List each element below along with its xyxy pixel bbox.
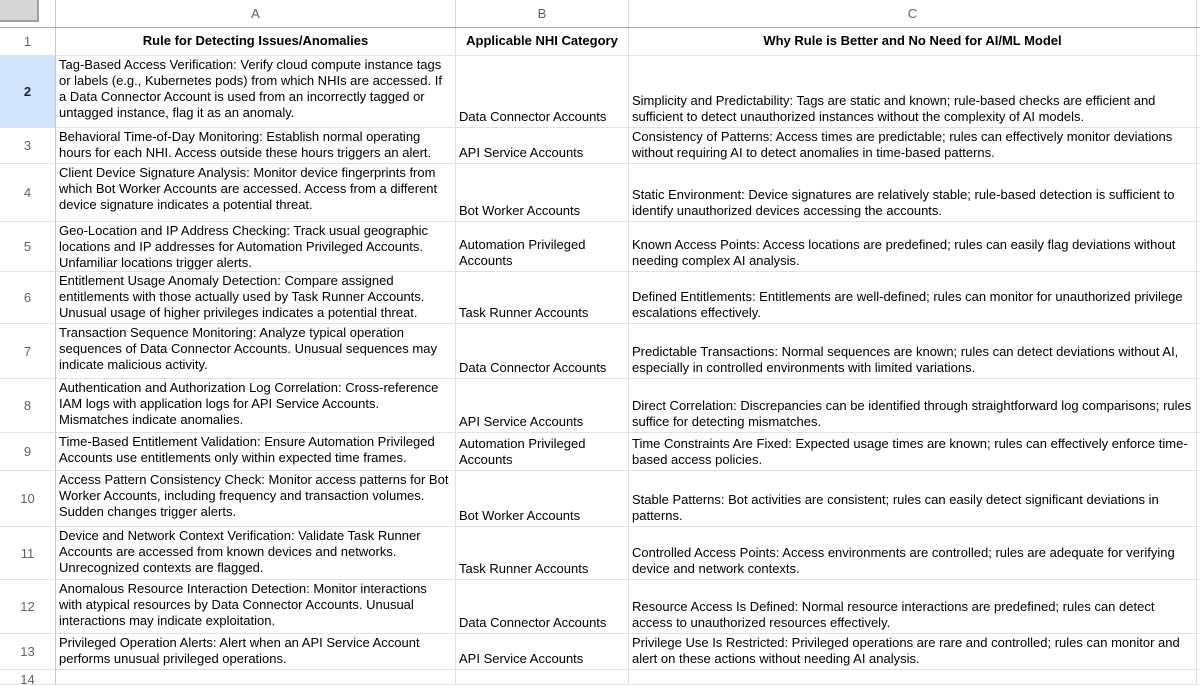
cell-B8[interactable]: API Service Accounts	[456, 379, 629, 433]
cell-C13[interactable]: Privilege Use Is Restricted: Privileged operations are rare and controlled; rules can monitor and alert on these actions without needing AI analysis.	[629, 634, 1197, 670]
cell-A1[interactable]: Rule for Detecting Issues/Anomalies	[56, 28, 456, 56]
cell-A11[interactable]: Device and Network Context Verification: Validate Task Runner Accounts are accessed from known devices and networks. Unrecognized contexts are flagged.	[56, 527, 456, 580]
cell-C6[interactable]: Defined Entitlements: Entitlements are well-defined; rules can monitor for unauthorized privilege escalations effectively.	[629, 272, 1197, 324]
row-header-5[interactable]: 5	[0, 222, 56, 272]
cell-A4[interactable]: Client Device Signature Analysis: Monitor device fingerprints from which Bot Worker Accounts are accessed. Access from a different device signature indicates a potential threat.	[56, 164, 456, 222]
sheet-row-2	[0, 56, 1200, 128]
cell-B5[interactable]: Automation Privileged Accounts	[456, 222, 629, 272]
sheet-row-4	[0, 164, 1200, 222]
cell-A6[interactable]: Entitlement Usage Anomaly Detection: Compare assigned entitlements with those actually used by Task Runner Accounts. Unusual usage of higher privileges indicates a potential threat.	[56, 272, 456, 324]
cell-B9[interactable]: Automation Privileged Accounts	[456, 433, 629, 471]
cell-C3[interactable]: Consistency of Patterns: Access times are predictable; rules can effectively monitor deviations without requiring AI to detect anomalies in time-based patterns.	[629, 128, 1197, 164]
cell-C10[interactable]: Stable Patterns: Bot activities are consistent; rules can easily detect significant deviations in patterns.	[629, 471, 1197, 527]
row-header-14[interactable]: 14	[0, 670, 56, 685]
cell-B7[interactable]: Data Connector Accounts	[456, 324, 629, 379]
column-header-C[interactable]: C	[629, 0, 1197, 27]
sheet-row-13	[0, 634, 1200, 670]
cell-C1[interactable]: Why Rule is Better and No Need for AI/ML Model	[629, 28, 1197, 56]
sheet-row-12	[0, 580, 1200, 634]
row-header-6[interactable]: 6	[0, 272, 56, 324]
cell-B6[interactable]: Task Runner Accounts	[456, 272, 629, 324]
cell-B2[interactable]: Data Connector Accounts	[456, 56, 629, 128]
select-all-corner-box[interactable]	[0, 0, 39, 22]
row-header-11[interactable]: 11	[0, 527, 56, 580]
cell-C12[interactable]: Resource Access Is Defined: Normal resource interactions are predefined; rules can detect access to unauthorized resources effectively.	[629, 580, 1197, 634]
cell-B14[interactable]	[456, 670, 629, 685]
cell-C2[interactable]: Simplicity and Predictability: Tags are static and known; rule-based checks are efficient and sufficient to detect unauthorized instances without the complexity of AI models.	[629, 56, 1197, 128]
row-header-2[interactable]: 2	[0, 56, 56, 128]
cell-C9[interactable]: Time Constraints Are Fixed: Expected usage times are known; rules can effectively enforce time-based access policies.	[629, 433, 1197, 471]
column-header-strip	[0, 0, 1200, 28]
cell-B10[interactable]: Bot Worker Accounts	[456, 471, 629, 527]
sheet-row-5	[0, 222, 1200, 272]
cell-B3[interactable]: API Service Accounts	[456, 128, 629, 164]
cell-A13[interactable]: Privileged Operation Alerts: Alert when an API Service Account performs unusual privileged operations.	[56, 634, 456, 670]
cell-A12[interactable]: Anomalous Resource Interaction Detection: Monitor interactions with atypical resources by Data Connector Accounts. Unusual interactions may indicate exploitation.	[56, 580, 456, 634]
cell-B13[interactable]: API Service Accounts	[456, 634, 629, 670]
row-header-8[interactable]: 8	[0, 379, 56, 433]
select-all-corner[interactable]	[0, 0, 56, 27]
cell-B11[interactable]: Task Runner Accounts	[456, 527, 629, 580]
cell-A9[interactable]: Time-Based Entitlement Validation: Ensure Automation Privileged Accounts use entitlements only within expected time frames.	[56, 433, 456, 471]
row-header-4[interactable]: 4	[0, 164, 56, 222]
cell-C7[interactable]: Predictable Transactions: Normal sequences are known; rules can detect deviations without AI, especially in controlled environments with limited variations.	[629, 324, 1197, 379]
row-header-12[interactable]: 12	[0, 580, 56, 634]
sheet-row-9	[0, 433, 1200, 471]
cell-C11[interactable]: Controlled Access Points: Access environments are controlled; rules are adequate for verifying device and network contexts.	[629, 527, 1197, 580]
row-header-1[interactable]: 1	[0, 28, 56, 56]
cell-B4[interactable]: Bot Worker Accounts	[456, 164, 629, 222]
cell-C5[interactable]: Known Access Points: Access locations are predefined; rules can easily flag deviations without needing complex AI analysis.	[629, 222, 1197, 272]
row-header-9[interactable]: 9	[0, 433, 56, 471]
sheet-row-6	[0, 272, 1200, 324]
sheet-row-14	[0, 670, 1200, 685]
row-header-13[interactable]: 13	[0, 634, 56, 670]
sheet-row-1	[0, 28, 1200, 56]
cell-C8[interactable]: Direct Correlation: Discrepancies can be identified through straightforward log comparisons; rules suffice for detecting mismatches.	[629, 379, 1197, 433]
sheet-row-11	[0, 527, 1200, 580]
cell-C14[interactable]	[629, 670, 1197, 685]
sheet-row-8	[0, 379, 1200, 433]
cell-C4[interactable]: Static Environment: Device signatures are relatively stable; rule-based detection is sufficient to identify unauthorized devices accessing the accounts.	[629, 164, 1197, 222]
row-header-3[interactable]: 3	[0, 128, 56, 164]
cell-B12[interactable]: Data Connector Accounts	[456, 580, 629, 634]
cell-A8[interactable]: Authentication and Authorization Log Correlation: Cross-reference IAM logs with application logs for API Service Accounts. Mismatches indicate anomalies.	[56, 379, 456, 433]
sheet-row-7	[0, 324, 1200, 379]
cell-A14[interactable]	[56, 670, 456, 685]
cell-B1[interactable]: Applicable NHI Category	[456, 28, 629, 56]
column-header-A[interactable]: A	[56, 0, 456, 27]
cell-A3[interactable]: Behavioral Time-of-Day Monitoring: Establish normal operating hours for each NHI. Access outside these hours triggers an alert.	[56, 128, 456, 164]
cell-A5[interactable]: Geo-Location and IP Address Checking: Track usual geographic locations and IP addresses for Automation Privileged Accounts. Unfamiliar locations trigger alerts.	[56, 222, 456, 272]
sheet-row-3	[0, 128, 1200, 164]
sheet-row-10	[0, 471, 1200, 527]
column-header-B[interactable]: B	[456, 0, 629, 27]
cell-A2[interactable]: Tag-Based Access Verification: Verify cloud compute instance tags or labels (e.g., Kubernetes pods) from which NHIs are accessed. If a Data Connector Account is used from an incorrectly tagged or untagged instance, flag it as an anomaly.	[56, 56, 456, 128]
cell-A10[interactable]: Access Pattern Consistency Check: Monitor access patterns for Bot Worker Accounts, including frequency and transaction volumes. Sudden changes trigger alerts.	[56, 471, 456, 527]
cell-A7[interactable]: Transaction Sequence Monitoring: Analyze typical operation sequences of Data Connector Accounts. Unusual sequences may indicate malicious activity.	[56, 324, 456, 379]
row-header-7[interactable]: 7	[0, 324, 56, 379]
row-header-10[interactable]: 10	[0, 471, 56, 527]
